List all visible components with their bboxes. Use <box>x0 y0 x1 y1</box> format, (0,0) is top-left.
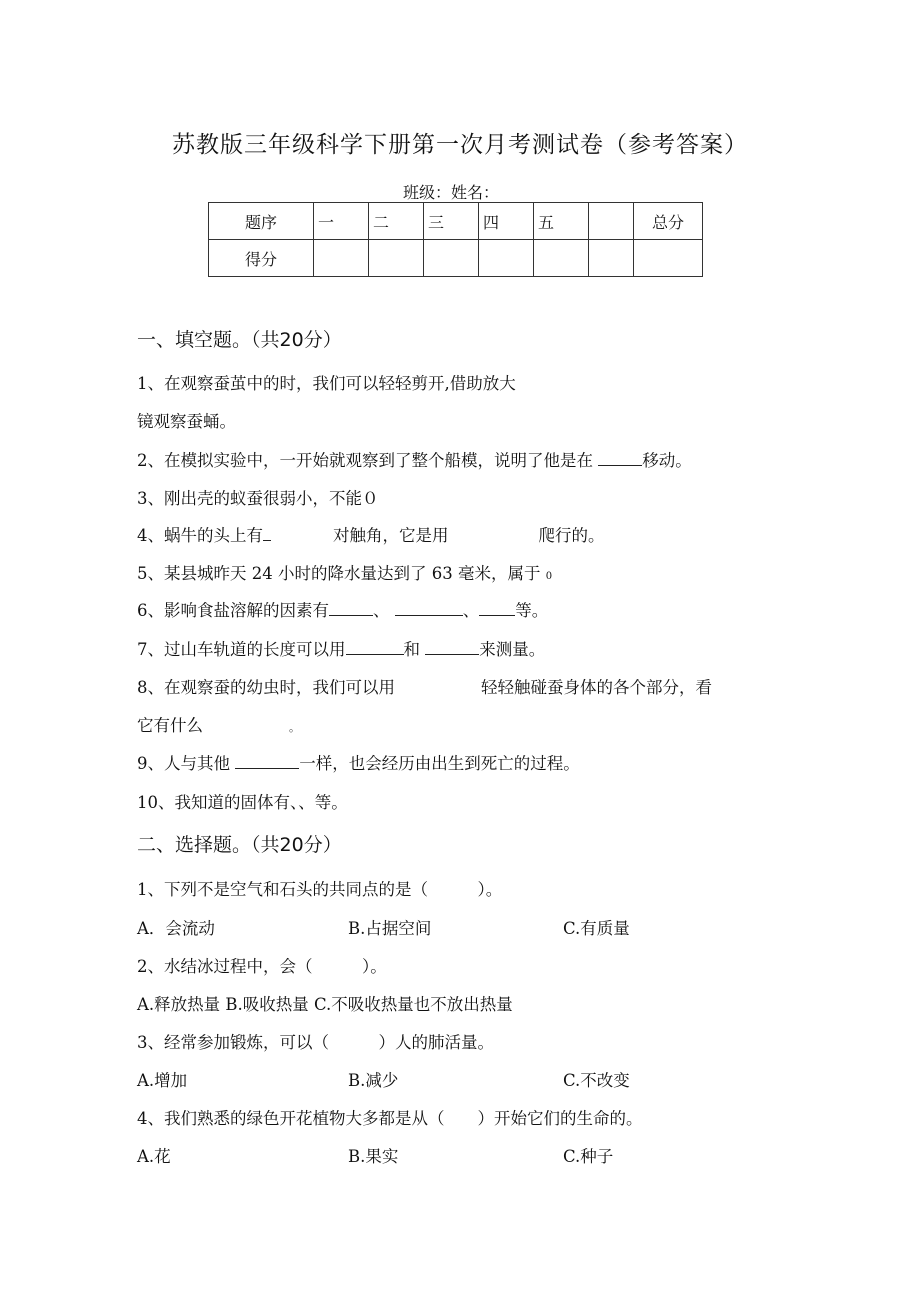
q2-text: 2、在模拟实验中，一开始就观察到了整个船模，说明了他是在 <box>137 451 593 470</box>
score-header-cell: 四 <box>479 203 534 240</box>
fill-question-7 <box>137 636 545 660</box>
answer-blank[interactable] <box>395 599 463 616</box>
answer-blank[interactable] <box>235 752 299 769</box>
score-cell[interactable] <box>314 240 369 277</box>
q7-text-mid: 和 <box>403 640 420 659</box>
score-header-cell: 题序 <box>209 203 314 240</box>
section2-points: 20 <box>279 834 304 856</box>
choice-option-a[interactable]: A.增加 <box>137 1071 188 1090</box>
score-cell[interactable] <box>589 240 634 277</box>
fill-question-2 <box>137 447 692 471</box>
score-header-cell: 五 <box>534 203 589 240</box>
q8-text-end: 。 <box>289 721 300 734</box>
score-header-cell: 一 <box>314 203 369 240</box>
section2-heading <box>137 830 342 857</box>
answer-blank[interactable] <box>346 638 404 655</box>
q6-sep: 、 <box>373 601 390 620</box>
q8-text-mid: 轻轻触碰蚕身体的各个部分，看 <box>481 678 712 697</box>
answer-blank[interactable] <box>425 638 479 655</box>
q5-text: 5、某县城昨天 24 小时的降水量达到了 63 毫米，属于 <box>137 564 541 583</box>
choice-option-c[interactable]: C.不改变 <box>563 1071 630 1090</box>
fill-question-4 <box>137 522 605 546</box>
score-cell[interactable] <box>534 240 589 277</box>
section1-heading-text: 一、填空题。（共 <box>137 329 280 351</box>
score-header-cell <box>589 203 634 240</box>
choice-question-1: 1、下列不是空气和石头的共同点的是（ ）。 <box>137 880 503 899</box>
fill-question-6 <box>137 597 548 621</box>
q6-text: 6、影响食盐溶解的因素有 <box>137 601 329 620</box>
score-table-score-row <box>209 240 703 277</box>
score-table-header-row <box>209 203 703 240</box>
q7-text: 7、过山车轨道的长度可以用 <box>137 640 346 659</box>
score-cell[interactable] <box>424 240 479 277</box>
q4-text-mid: 对触角，它是用 <box>333 526 449 545</box>
score-row-label: 得分 <box>209 240 314 277</box>
fill-question-1-cont: 镜观察蚕蛹。 <box>137 412 236 431</box>
q9-text: 9、人与其他 <box>137 754 230 773</box>
section1-points: 20 <box>279 329 304 351</box>
answer-blank[interactable] <box>598 449 642 466</box>
section1-unit: 分） <box>303 329 342 351</box>
answer-blank[interactable] <box>479 599 515 616</box>
score-cell[interactable] <box>369 240 424 277</box>
choice-option-b[interactable]: B.减少 <box>348 1071 399 1090</box>
choice-option-b[interactable]: B.占据空间 <box>348 919 432 938</box>
score-table <box>208 202 703 277</box>
fill-question-1: 1、在观察蚕茧中的时，我们可以轻轻剪开,借助放大 <box>137 374 516 393</box>
choice-option-a[interactable]: A.花 <box>137 1147 171 1166</box>
fill-question-3: 3、刚出壳的蚁蚕很弱小，不能０ <box>137 489 379 508</box>
q6-text-end: 等。 <box>515 601 549 620</box>
section2-unit: 分） <box>303 834 342 856</box>
score-cell[interactable] <box>634 240 703 277</box>
q5-mark: 0 <box>545 571 553 582</box>
choice-option-b[interactable]: B.果实 <box>348 1147 399 1166</box>
score-header-cell: 三 <box>424 203 479 240</box>
choice-options-2[interactable]: A.释放热量 B.吸收热量 C.不吸收热量也不放出热量 <box>137 995 513 1014</box>
q8-text: 8、在观察蚕的幼虫时，我们可以用 <box>137 678 395 697</box>
choice-option-a[interactable]: A．会流动 <box>137 919 215 938</box>
q4-text-end: 爬行的。 <box>538 526 605 545</box>
score-header-cell: 二 <box>369 203 424 240</box>
q8-text-cont: 它有什么 <box>137 716 203 735</box>
q9-text-end: 一样，也会经历由出生到死亡的过程。 <box>299 754 580 773</box>
q7-text-end: 来测量。 <box>479 640 546 659</box>
choice-option-c[interactable]: C.有质量 <box>563 919 630 938</box>
choice-question-3: 3、经常参加锻炼，可以（ ）人的肺活量。 <box>137 1033 494 1052</box>
score-cell[interactable] <box>479 240 534 277</box>
q6-sep: 、 <box>462 601 480 620</box>
fill-question-5 <box>137 560 552 584</box>
answer-blank[interactable] <box>263 524 271 541</box>
page-title: 苏教版三年级科学下册第一次月考测试卷（参考答案） <box>172 132 748 158</box>
fill-question-10: 10、我知道的固体有、、等。 <box>137 793 348 812</box>
class-name-line: 班级：姓名： <box>403 183 500 202</box>
section2-heading-text: 二、选择题。（共 <box>137 834 280 856</box>
q4-text: 4、蜗牛的头上有 <box>137 526 263 545</box>
section1-heading <box>137 325 342 352</box>
answer-blank[interactable] <box>329 599 373 616</box>
fill-question-9 <box>137 750 580 774</box>
choice-question-4: 4、我们熟悉的绿色开花植物大多都是从（ ）开始它们的生命的。 <box>137 1109 643 1128</box>
fill-question-8 <box>137 674 712 698</box>
fill-question-8-cont <box>137 712 300 736</box>
choice-question-2: 2、水结冰过程中，会（ ）。 <box>137 957 387 976</box>
q2-text-end: 移动。 <box>642 451 692 470</box>
choice-option-c[interactable]: C.种子 <box>563 1147 614 1166</box>
score-header-cell: 总分 <box>634 203 703 240</box>
